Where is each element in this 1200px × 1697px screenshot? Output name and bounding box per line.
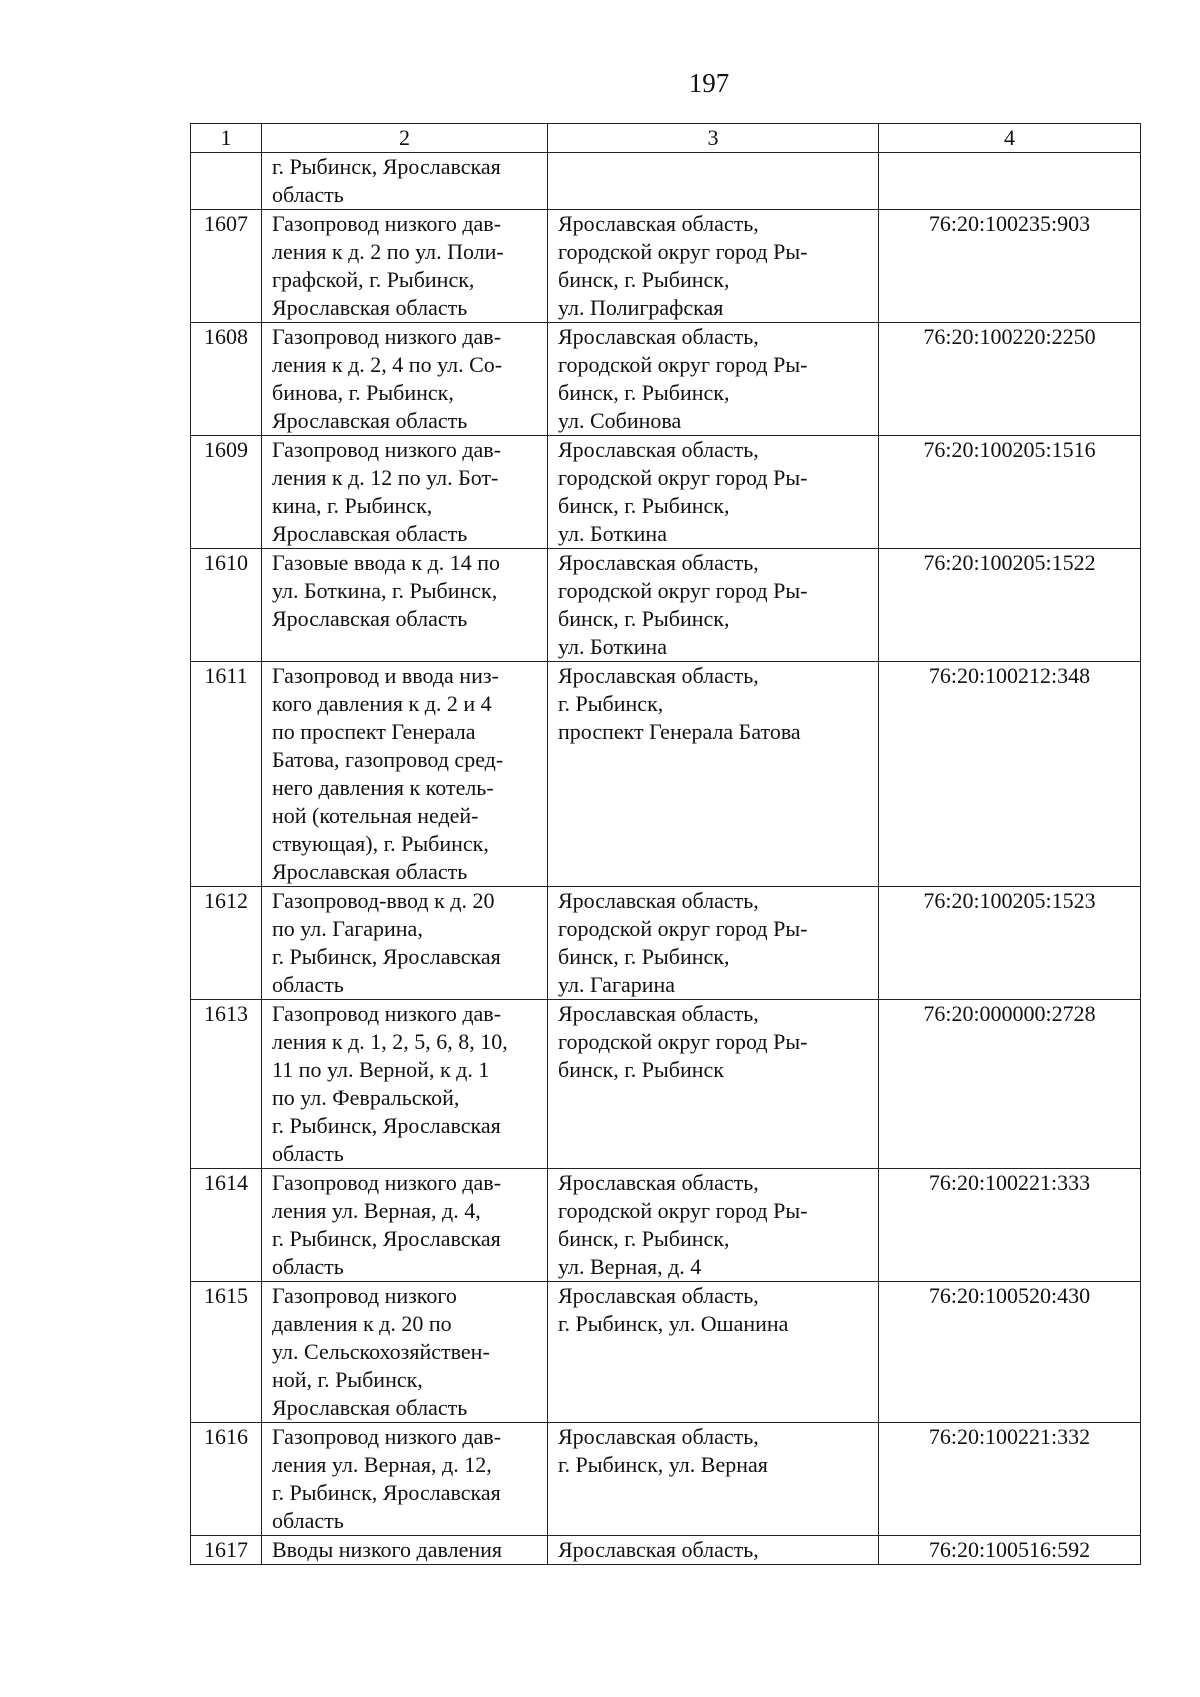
object-name-line: Ярославская область (272, 1395, 468, 1420)
address-line: городской округ город Ры- (558, 916, 808, 941)
table-header (191, 124, 1141, 153)
object-name-line: по ул. Гагарина, (272, 916, 423, 941)
address-line: Ярославская область, (558, 1424, 759, 1449)
table-row (191, 1169, 1141, 1282)
address-cell (548, 887, 879, 1000)
address-cell (548, 1169, 879, 1282)
column-header-2: 2 (262, 124, 548, 153)
cadastral-number-cell (879, 153, 1141, 210)
column-header-1: 1 (191, 124, 262, 153)
row-number-cell: 1607 (191, 210, 262, 323)
address-line: г. Рыбинск, ул. Ошанина (558, 1311, 789, 1336)
cadastral-number-cell: 76:20:100221:333 (879, 1169, 1141, 1282)
object-name-line: г. Рыбинск, Ярославская (272, 1226, 501, 1251)
address-line: Ярославская область, (558, 550, 759, 575)
address-line: проспект Генерала Батова (558, 719, 801, 744)
address-cell (548, 1282, 879, 1423)
address-cell (548, 662, 879, 887)
address-line: бинск, г. Рыбинск, (558, 944, 730, 969)
cadastral-number-cell: 76:20:100212:348 (879, 662, 1141, 887)
cadastral-number-cell: 76:20:000000:2728 (879, 1000, 1141, 1169)
object-name-line: бинова, г. Рыбинск, (272, 380, 454, 405)
address-line: бинск, г. Рыбинск, (558, 493, 730, 518)
object-name-line: ул. Сельскохозяйствен- (272, 1339, 490, 1364)
address-line: городской округ город Ры- (558, 352, 808, 377)
object-name-line: Ярославская область (272, 408, 468, 433)
address-cell (548, 1000, 879, 1169)
object-name-cell (262, 210, 548, 323)
row-number-cell: 1609 (191, 436, 262, 549)
address-line: ул. Собинова (558, 408, 682, 433)
table-row (191, 153, 1141, 210)
object-name-line: ствующая), г. Рыбинск, (272, 831, 489, 856)
address-line: Ярославская область, (558, 1001, 759, 1026)
address-line: ул. Гагарина (558, 972, 676, 997)
address-line: городской округ город Ры- (558, 1198, 808, 1223)
object-name-line: Газопровод низкого (272, 1283, 457, 1308)
address-line: городской округ город Ры- (558, 239, 808, 264)
row-number-cell: 1617 (191, 1536, 262, 1565)
address-cell (548, 323, 879, 436)
address-line: Ярославская область, (558, 1170, 759, 1195)
cadastral-number-cell: 76:20:100520:430 (879, 1282, 1141, 1423)
address-line: Ярославская область, (558, 888, 759, 913)
object-name-cell (262, 436, 548, 549)
object-name-line: Ярославская область (272, 521, 468, 546)
address-line: г. Рыбинск, (558, 691, 664, 716)
cadastral-number-cell: 76:20:100205:1516 (879, 436, 1141, 549)
object-name-line: Газопровод низкого дав- (272, 324, 502, 349)
column-header-3: 3 (548, 124, 879, 153)
cadastral-number-cell: 76:20:100220:2250 (879, 323, 1141, 436)
object-name-line: кого давления к д. 2 и 4 (272, 691, 492, 716)
object-name-line: область (272, 182, 344, 207)
address-line: Ярославская область, (558, 1537, 759, 1562)
object-name-line: Ярославская область (272, 606, 468, 631)
object-name-cell (262, 1536, 548, 1565)
object-name-cell (262, 323, 548, 436)
object-name-cell (262, 1000, 548, 1169)
table-row (191, 323, 1141, 436)
object-name-line: г. Рыбинск, Ярославская (272, 154, 501, 179)
cadastral-number-cell: 76:20:100221:332 (879, 1423, 1141, 1536)
object-name-line: ления ул. Верная, д. 4, (272, 1198, 481, 1223)
object-name-cell (262, 1282, 548, 1423)
address-line: г. Рыбинск, ул. Верная (558, 1452, 768, 1477)
address-line: городской округ город Ры- (558, 578, 808, 603)
table-body (191, 153, 1141, 1565)
address-line: городской округ город Ры- (558, 1029, 808, 1054)
object-name-line: ления к д. 2, 4 по ул. Со- (272, 352, 503, 377)
object-name-cell (262, 549, 548, 662)
object-name-cell (262, 662, 548, 887)
table-row (191, 436, 1141, 549)
registry-table (190, 123, 1141, 1565)
object-name-line: Газопровод низкого дав- (272, 437, 502, 462)
object-name-line: Вводы низкого давления (272, 1537, 503, 1562)
address-cell (548, 549, 879, 662)
address-cell (548, 1423, 879, 1536)
object-name-line: графской, г. Рыбинск, (272, 267, 475, 292)
object-name-line: г. Рыбинск, Ярославская (272, 944, 501, 969)
object-name-line: 11 по ул. Верной, к д. 1 (272, 1057, 490, 1082)
object-name-line: Ярославская область (272, 859, 468, 884)
object-name-line: Газопровод низкого дав- (272, 1001, 502, 1026)
object-name-cell (262, 1169, 548, 1282)
address-line: ул. Полиграфская (558, 295, 724, 320)
address-cell (548, 1536, 879, 1565)
object-name-line: ной, г. Рыбинск, (272, 1367, 423, 1392)
address-cell (548, 153, 879, 210)
address-line: бинск, г. Рыбинск (558, 1057, 724, 1082)
address-line: Ярославская область, (558, 437, 759, 462)
table-row (191, 1423, 1141, 1536)
object-name-line: Газопровод низкого дав- (272, 211, 502, 236)
object-name-line: г. Рыбинск, Ярославская (272, 1113, 501, 1138)
object-name-line: г. Рыбинск, Ярославская (272, 1480, 501, 1505)
object-name-line: ной (котельная недей- (272, 803, 479, 828)
object-name-line: давления к д. 20 по (272, 1311, 452, 1336)
object-name-line: Газопровод и ввода низ- (272, 663, 499, 688)
page-number: 197 (688, 68, 730, 98)
object-name-line: ления ул. Верная, д. 12, (272, 1452, 492, 1477)
table-row (191, 887, 1141, 1000)
object-name-line: Газовые ввода к д. 14 по (272, 550, 501, 575)
object-name-line: область (272, 1508, 344, 1533)
address-line: ул. Боткина (558, 634, 667, 659)
address-cell (548, 436, 879, 549)
column-header-4: 4 (879, 124, 1141, 153)
object-name-line: область (272, 1254, 344, 1279)
address-line: бинск, г. Рыбинск, (558, 606, 730, 631)
address-line: бинск, г. Рыбинск, (558, 1226, 730, 1251)
object-name-line: по ул. Февральской, (272, 1085, 460, 1110)
cadastral-number-cell: 76:20:100235:903 (879, 210, 1141, 323)
row-number-cell: 1610 (191, 549, 262, 662)
table-row (191, 1282, 1141, 1423)
address-line: городской округ город Ры- (558, 465, 808, 490)
object-name-line: ления к д. 1, 2, 5, 6, 8, 10, (272, 1029, 508, 1054)
row-number-cell: 1608 (191, 323, 262, 436)
address-line: Ярославская область, (558, 324, 759, 349)
address-line: бинск, г. Рыбинск, (558, 267, 730, 292)
object-name-line: Газопровод низкого дав- (272, 1170, 502, 1195)
object-name-line: Ярославская область (272, 295, 468, 320)
object-name-line: ления к д. 2 по ул. Поли- (272, 239, 504, 264)
cadastral-number-cell: 76:20:100205:1523 (879, 887, 1141, 1000)
object-name-line: Газопровод-ввод к д. 20 (272, 888, 495, 913)
object-name-cell (262, 153, 548, 210)
address-line: бинск, г. Рыбинск, (558, 380, 730, 405)
row-number-cell (191, 153, 262, 210)
address-line: Ярославская область, (558, 1283, 759, 1308)
header-row (191, 124, 1141, 153)
cadastral-number-cell: 76:20:100516:592 (879, 1536, 1141, 1565)
address-line: Ярославская область, (558, 211, 759, 236)
object-name-line: область (272, 1141, 344, 1166)
table-row (191, 1000, 1141, 1169)
object-name-cell (262, 887, 548, 1000)
address-line: ул. Боткина (558, 521, 667, 546)
address-line: ул. Верная, д. 4 (558, 1254, 702, 1279)
address-line: Ярославская область, (558, 663, 759, 688)
row-number-cell: 1613 (191, 1000, 262, 1169)
address-cell (548, 210, 879, 323)
object-name-line: Газопровод низкого дав- (272, 1424, 502, 1449)
row-number-cell: 1611 (191, 662, 262, 887)
object-name-line: Батова, газопровод сред- (272, 747, 504, 772)
object-name-line: него давления к котель- (272, 775, 494, 800)
object-name-cell (262, 1423, 548, 1536)
object-name-line: по проспект Генерала (272, 719, 476, 744)
object-name-line: ления к д. 12 по ул. Бот- (272, 465, 499, 490)
table-row (191, 662, 1141, 887)
object-name-line: ул. Боткина, г. Рыбинск, (272, 578, 498, 603)
row-number-cell: 1616 (191, 1423, 262, 1536)
object-name-line: кина, г. Рыбинск, (272, 493, 433, 518)
table-row (191, 1536, 1141, 1565)
row-number-cell: 1614 (191, 1169, 262, 1282)
row-number-cell: 1615 (191, 1282, 262, 1423)
row-number-cell: 1612 (191, 887, 262, 1000)
cadastral-number-cell: 76:20:100205:1522 (879, 549, 1141, 662)
object-name-line: область (272, 972, 344, 997)
table-row (191, 549, 1141, 662)
table-row (191, 210, 1141, 323)
